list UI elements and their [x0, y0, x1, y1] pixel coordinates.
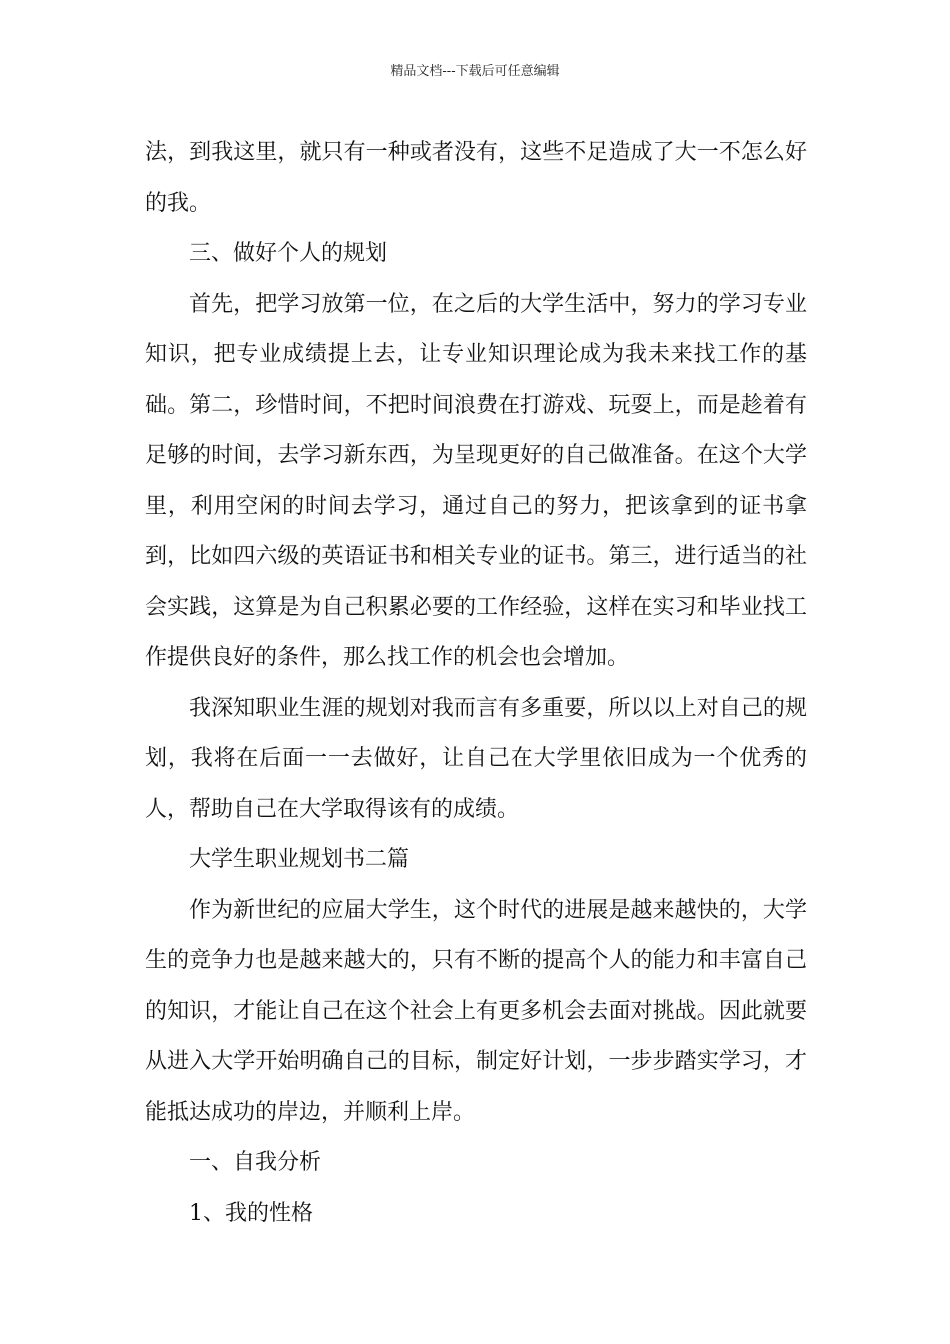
section-heading-plan: 三、做好个人的规划 [189, 241, 388, 266]
paragraph-plan-summary: 我深知职业生涯的规划对我而言有多重要，所以以上对自己的规划，我将在后面一一去做好，让自己在大学里依旧成为一个优秀的人，帮助自己在大学取得该有的成绩。 [145, 695, 807, 822]
section-heading-self-analysis: 一、自我分析 [189, 1150, 322, 1175]
paragraph-plan-details: 首先，把学习放第一位，在之后的大学生活中，努力的学习专业知识，把专业成绩提上去，让专业知识理论成为我未来找工作的基础。第二，珍惜时间，不把时间浪费在打游戏、玩耍上，而是趁着有足够的时间，去学习新东西，为呈现更好的自己做准备。在这个大学里，利用空闲的时间去学习，通过自己的努力，把该拿到的证书拿到，比如四六级的英语证书和相关专业的证书。第三，进行适当的社会实践，这算是为自己积累必要的工作经验，这样在实习和毕业找工作提供良好的条件，那么找工作的机会也会增加。 [145, 291, 807, 670]
page-header: 精品文档---下载后可任意编辑 [390, 64, 560, 79]
subsection-heading-personality: 1、我的性格 [189, 1200, 313, 1226]
document-body [145, 128, 807, 1239]
article-title-second: 大学生职业规划书二篇 [189, 847, 410, 872]
paragraph-continuation: 法，到我这里，就只有一种或者没有，这些不足造成了大一不怎么好的我。 [145, 140, 807, 216]
paragraph-intro: 作为新世纪的应届大学生，这个时代的进展是越来越快的，大学生的竞争力也是越来越大的，只有不断的提高个人的能力和丰富自己的知识，才能让自己在这个社会上有更多机会去面对挑战。因此就要从进入大学开始明确自己的目标，制定好计划，一步步踏实学习，才能抵达成功的岸边，并顺利上岸。 [145, 897, 807, 1125]
